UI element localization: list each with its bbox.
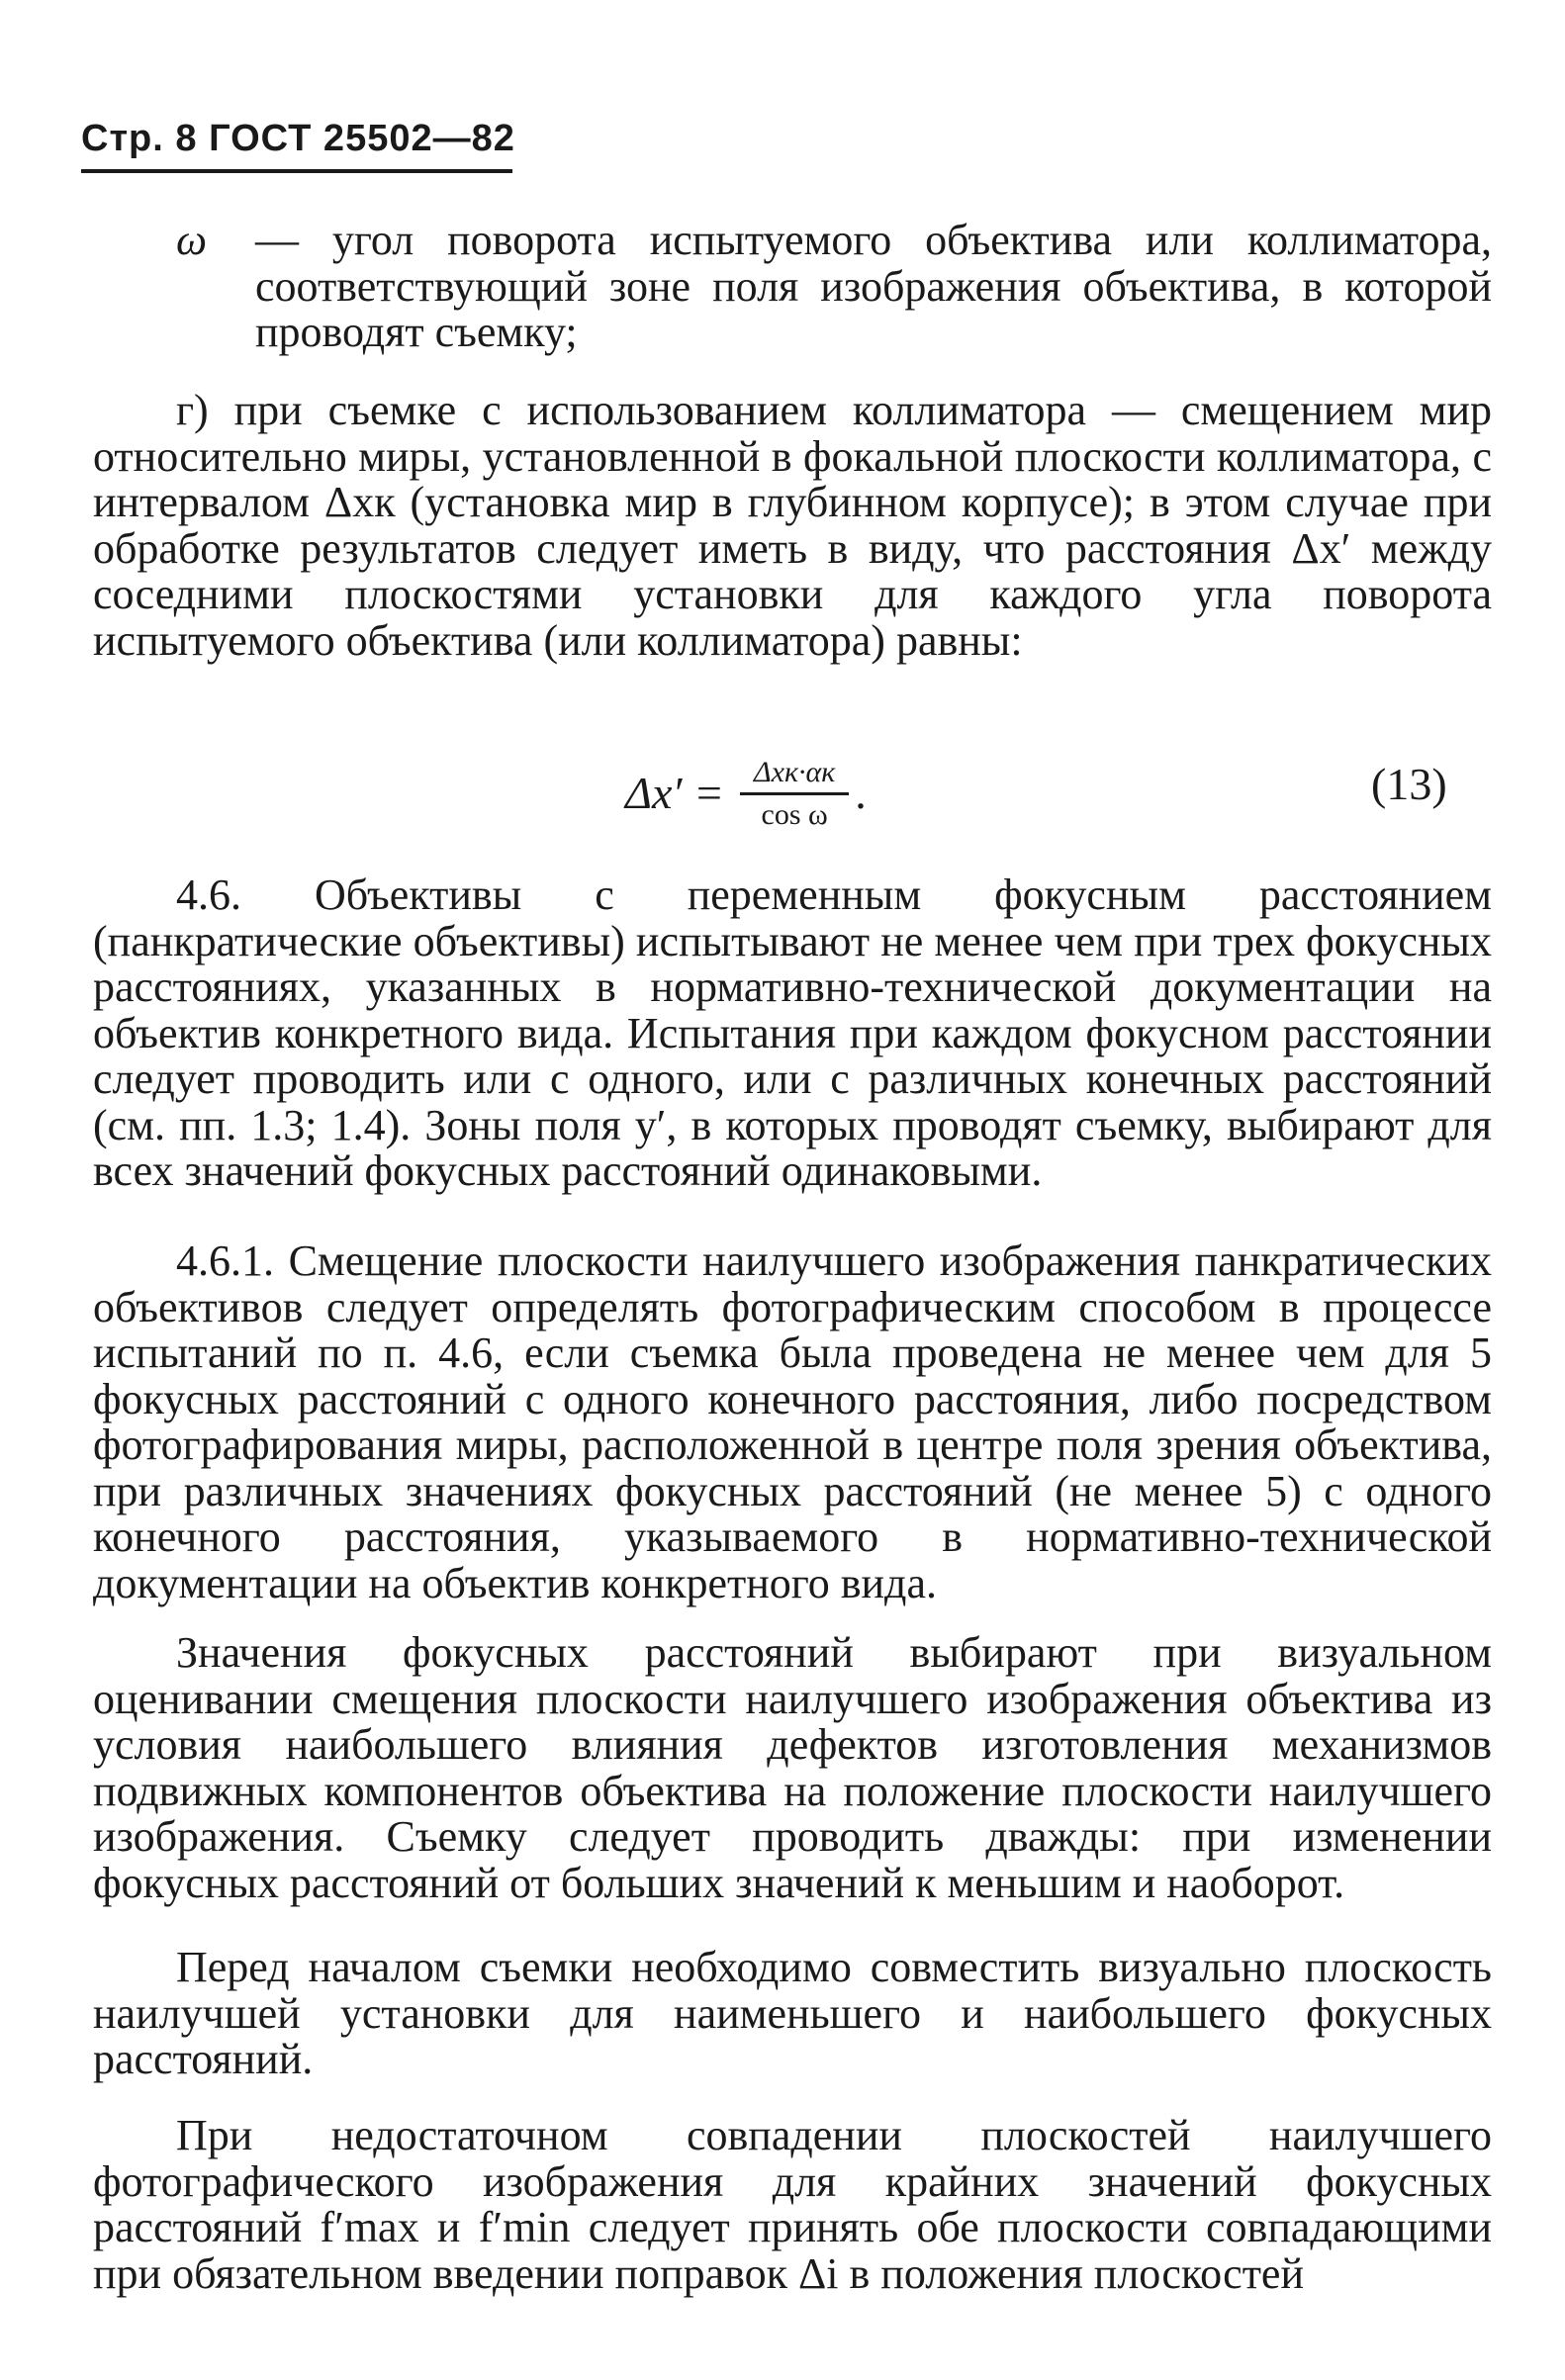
- formula-period: .: [855, 767, 867, 818]
- formula-13: [625, 744, 867, 843]
- equation-number: (13): [1371, 759, 1447, 809]
- definition-symbol: ω: [176, 216, 208, 264]
- definition-omega: [176, 218, 1492, 356]
- formula-fraction: [740, 753, 849, 835]
- paragraph-g: г) при съемке с использованием коллиматора — смещением мир относительно миры, установленной в фокальной плоскости коллиматора, с интервалом Δxк (установка мир в глубинном корпусе); в этом случае при обработке результатов следует иметь в виду, что расстояния Δx′ между соседними плоскостями установки для каждого угла поворота испытуемого объектива (или коллиматора) равны:: [93, 386, 1492, 665]
- paragraph-before-shooting: Перед началом съемки необходимо совместить визуально плоскость наилучшей установки для наименьшего и наибольшего фокусных расстояний.: [93, 1943, 1492, 2083]
- paragraph-insufficient-match: При недостаточном совпадении плоскостей наилучшего фотографического изображения для крайних значений фокусных расстояний f′max и f′min следует принять обе плоскости совпадающими при обязательном введении поправок Δi в положения плоскостей: [93, 2111, 1492, 2298]
- definition-text: — угол поворота испытуемого объектива или коллиматора, соответствующий зоне поля изображения объектива, в которой проводят съемку;: [255, 216, 1492, 356]
- formula-lhs: Δx′ =: [625, 767, 725, 818]
- header-rule: [81, 169, 512, 173]
- paragraph-4-6: 4.6. Объективы с переменным фокусным расстоянием (панкратические объективы) испытывают не менее чем при трех фокусных расстояниях, указанных в нормативно-технической документации на объектив конкретного вида. Испытания при каждом фокусном расстоянии следует проводить или с одного, или с различных конечных расстояний (см. пп. 1.3; 1.4). Зоны поля y′, в которых проводят съемку, выбирают для всех значений фокусных расстояний одинаковыми.: [93, 870, 1492, 1195]
- page-header: Стр. 8 ГОСТ 25502—82: [81, 118, 515, 159]
- formula-numerator: Δxк·αк: [740, 753, 849, 795]
- paragraph-4-6-1: 4.6.1. Смещение плоскости наилучшего изображения панкратических объективов следует определять фотографическим способом в процессе испытаний по п. 4.6, если съемка была проведена не менее чем для 5 фокусных расстояний с одного конечного расстояния, либо посредством фотографирования миры, расположенной в центре поля зрения объектива, при различных значениях фокусных расстояний (не менее 5) с одного конечного расстояния, указываемого в нормативно-технической документации на объектив конкретного вида.: [93, 1236, 1492, 1607]
- paragraph-focal-values: Значения фокусных расстояний выбирают при визуальном оценивании смещения плоскости наилучшего изображения объектива из условия наибольшего влияния дефектов изготовления механизмов подвижных компонентов объектива на положение плоскости наилучшего изображения. Съемку следует проводить дважды: при изменении фокусных расстояний от больших значений к меньшим и наоборот.: [93, 1628, 1492, 1907]
- formula-denominator: cos ω: [761, 797, 828, 831]
